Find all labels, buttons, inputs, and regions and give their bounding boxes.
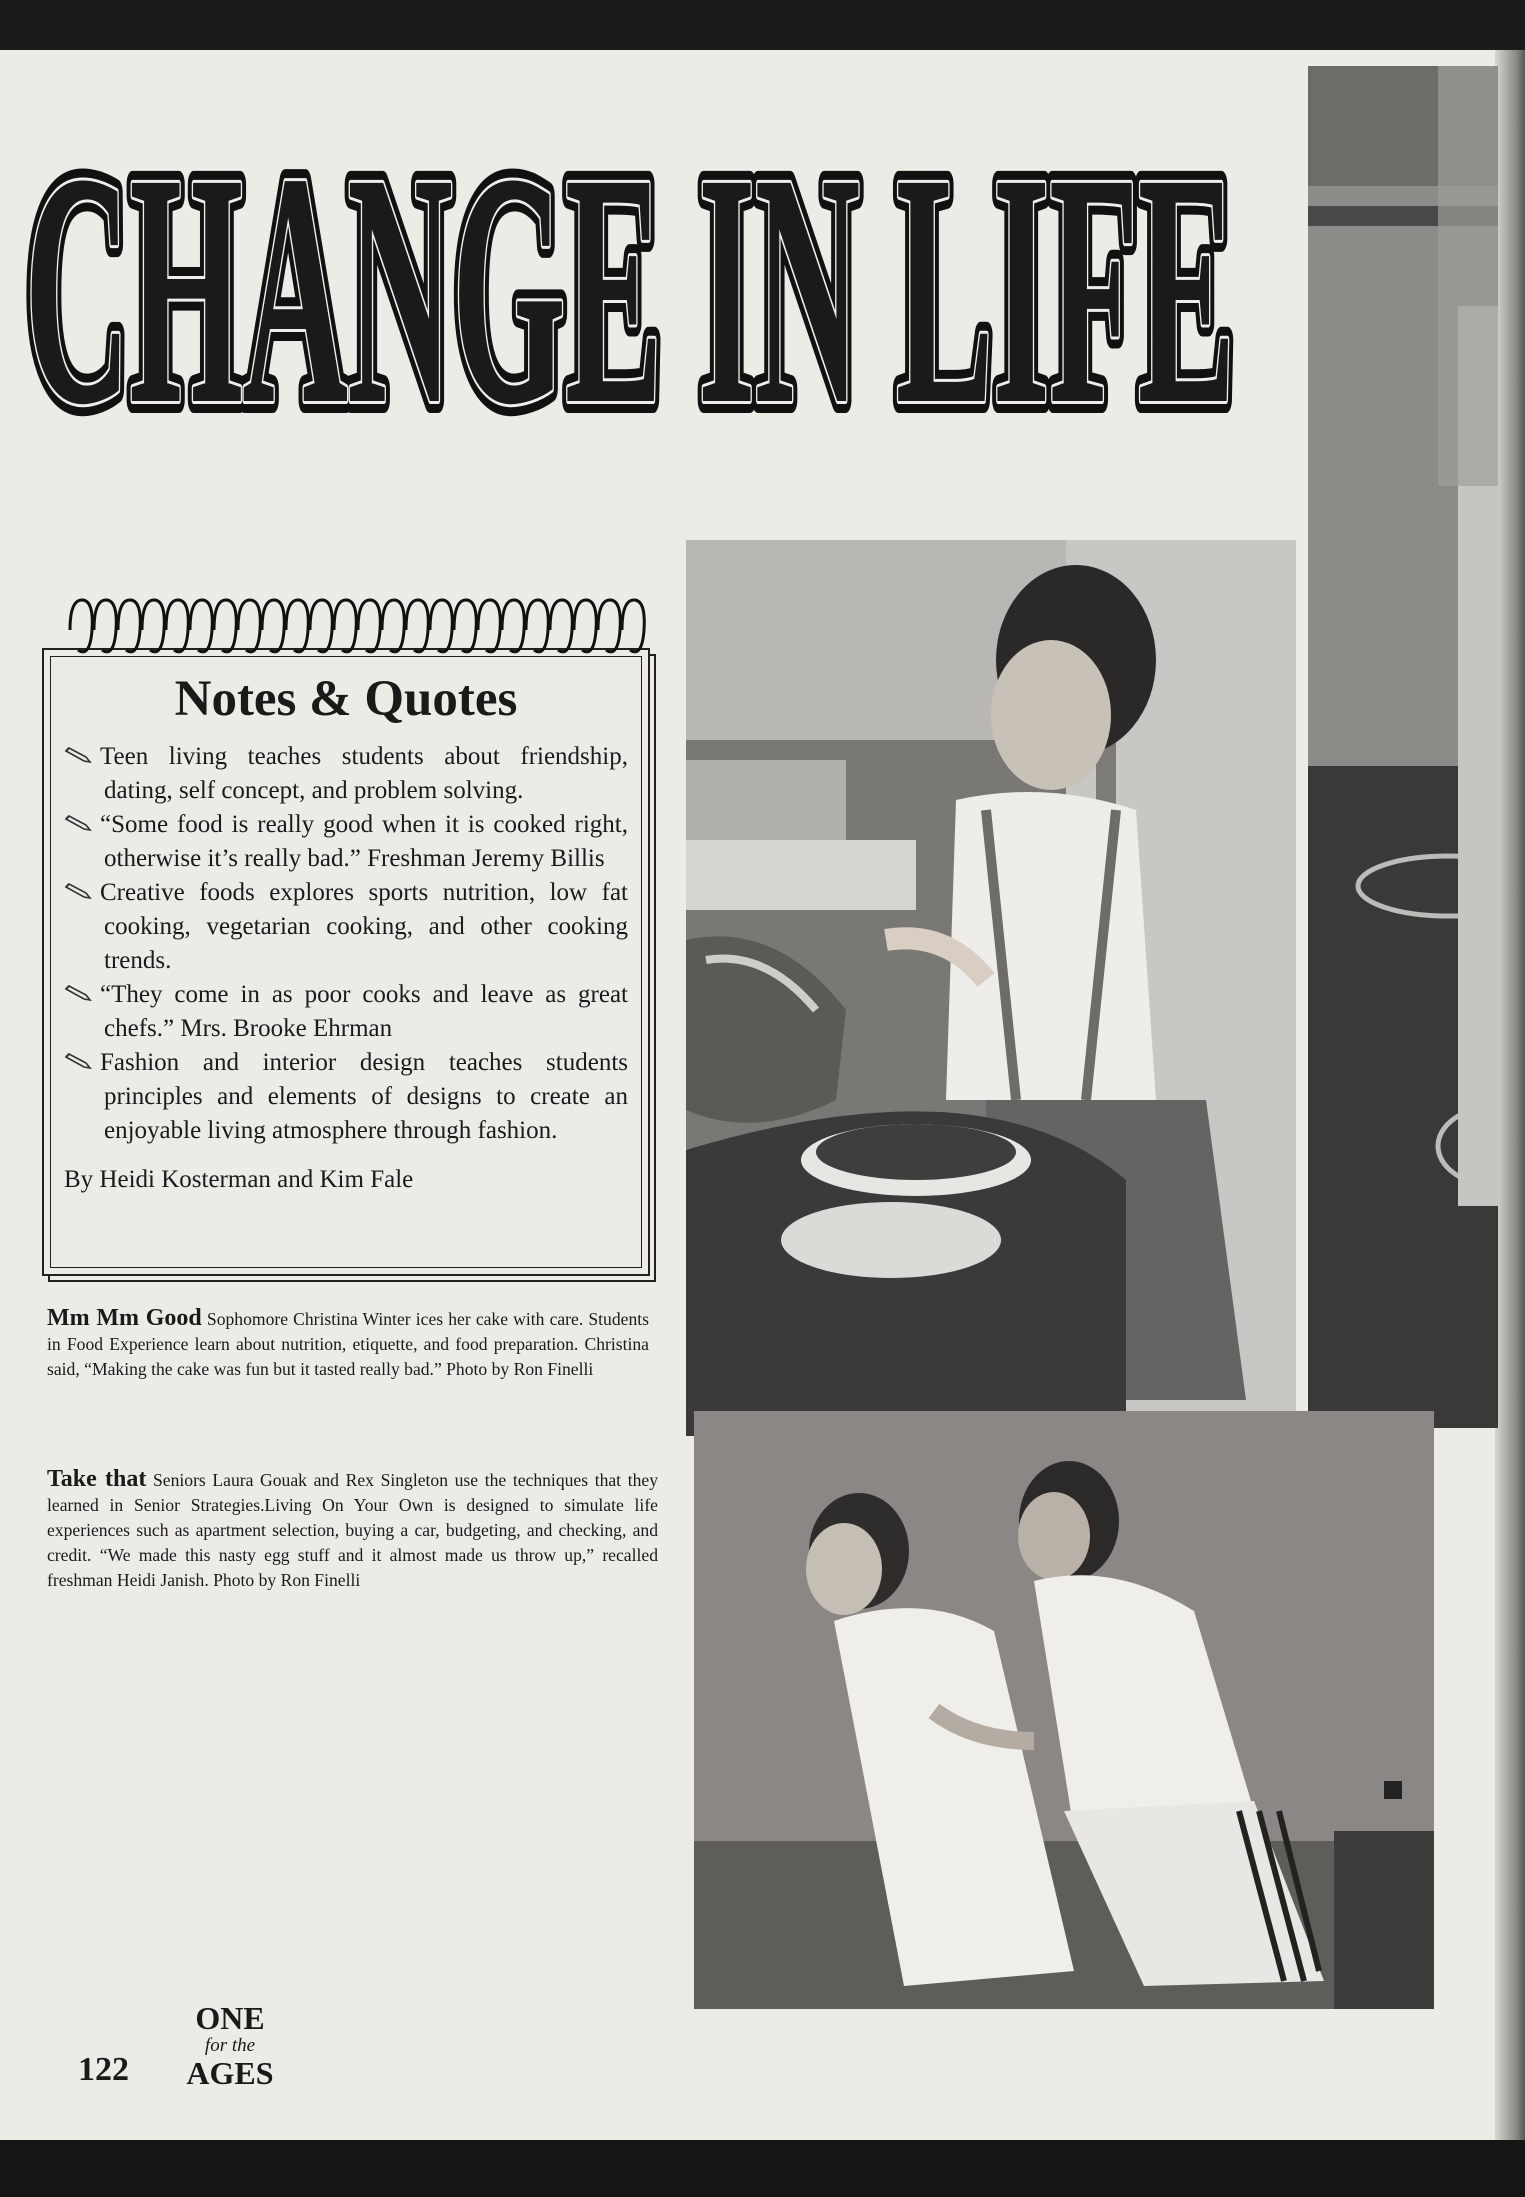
notes-item	[64, 740, 628, 808]
caption-text: Sophomore Christina Winter ices her cake with care. Students in Food Experience learn about nutrition, etiquette, and food preparation. Christina said, “Making the cake was fun but it tasted really bad.” Photo by Ron Finelli	[47, 1309, 649, 1379]
notes-item	[64, 876, 628, 978]
caption-lead: Mm Mm Good	[47, 1305, 202, 1331]
notes-item-text: Fashion and interior design teaches students principles and elements of designs to create an enjoyable living atmosphere through fashion.	[100, 1049, 628, 1144]
gym-photo-strip	[1308, 66, 1498, 1428]
logo-ages: AGES	[186, 2055, 274, 2091]
page-gutter	[1495, 50, 1525, 2140]
pencil-bullet-icon	[64, 883, 92, 901]
top-scan-edge	[0, 0, 1525, 50]
notes-list	[64, 740, 628, 1148]
notes-item-text: Teen living teaches students about friendship, dating, self concept, and problem solving.	[100, 743, 628, 804]
cake-photo	[686, 540, 1296, 1436]
logo-one: ONE	[195, 2000, 265, 2036]
pencil-bullet-icon	[64, 815, 92, 833]
yearbook-logo	[175, 2002, 285, 2089]
notes-item	[64, 978, 628, 1046]
notes-item-text: “They come in as poor cooks and leave as great chefs.” Mrs. Brooke Ehrman	[100, 981, 628, 1042]
pencil-bullet-icon	[64, 747, 92, 765]
pencil-bullet-icon	[64, 1053, 92, 1071]
headline	[15, 95, 1245, 455]
laughing-photo-caption	[47, 1467, 658, 1593]
notes-byline: By Heidi Kosterman and Kim Fale	[64, 1166, 414, 1193]
logo-for-the: for the	[204, 2035, 256, 2056]
headline-fill: CHANGE IN LIFE	[25, 107, 1235, 455]
notes-item	[64, 1046, 628, 1148]
cake-photo-caption	[47, 1306, 649, 1382]
laughing-students-photo	[694, 1411, 1434, 2009]
headline-core: CHANGE IN LIFE	[25, 107, 1235, 455]
notes-item-text: Creative foods explores sports nutrition, low fat cooking, vegetarian cooking, and other cooking trends.	[100, 879, 628, 974]
caption-text: Seniors Laura Gouak and Rex Singleton use the techniques that they learned in Senior Strategies.Living On Your Own is designed to simulate life experiences such as apartment selection, buying a car, budgeting, and checking, and credit. “We made this nasty egg stuff and it almost made us throw up,” recalled freshman Heidi Janish. Photo by Ron Finelli	[47, 1470, 658, 1590]
notes-item	[64, 808, 628, 876]
notes-item-text: “Some food is really good when it is cooked right, otherwise it’s really bad.” Freshman Jeremy Billis	[100, 811, 628, 872]
spiral-binding-icon	[60, 590, 650, 662]
caption-lead: Take that	[47, 1466, 147, 1492]
headline-outline: CHANGE IN LIFE	[25, 107, 1235, 455]
pencil-bullet-icon	[64, 985, 92, 1003]
headline-graphic	[15, 95, 1245, 455]
bottom-scan-edge	[0, 2140, 1525, 2197]
notes-title: Notes & Quotes	[174, 671, 518, 727]
page-number: 122	[78, 2051, 129, 2088]
